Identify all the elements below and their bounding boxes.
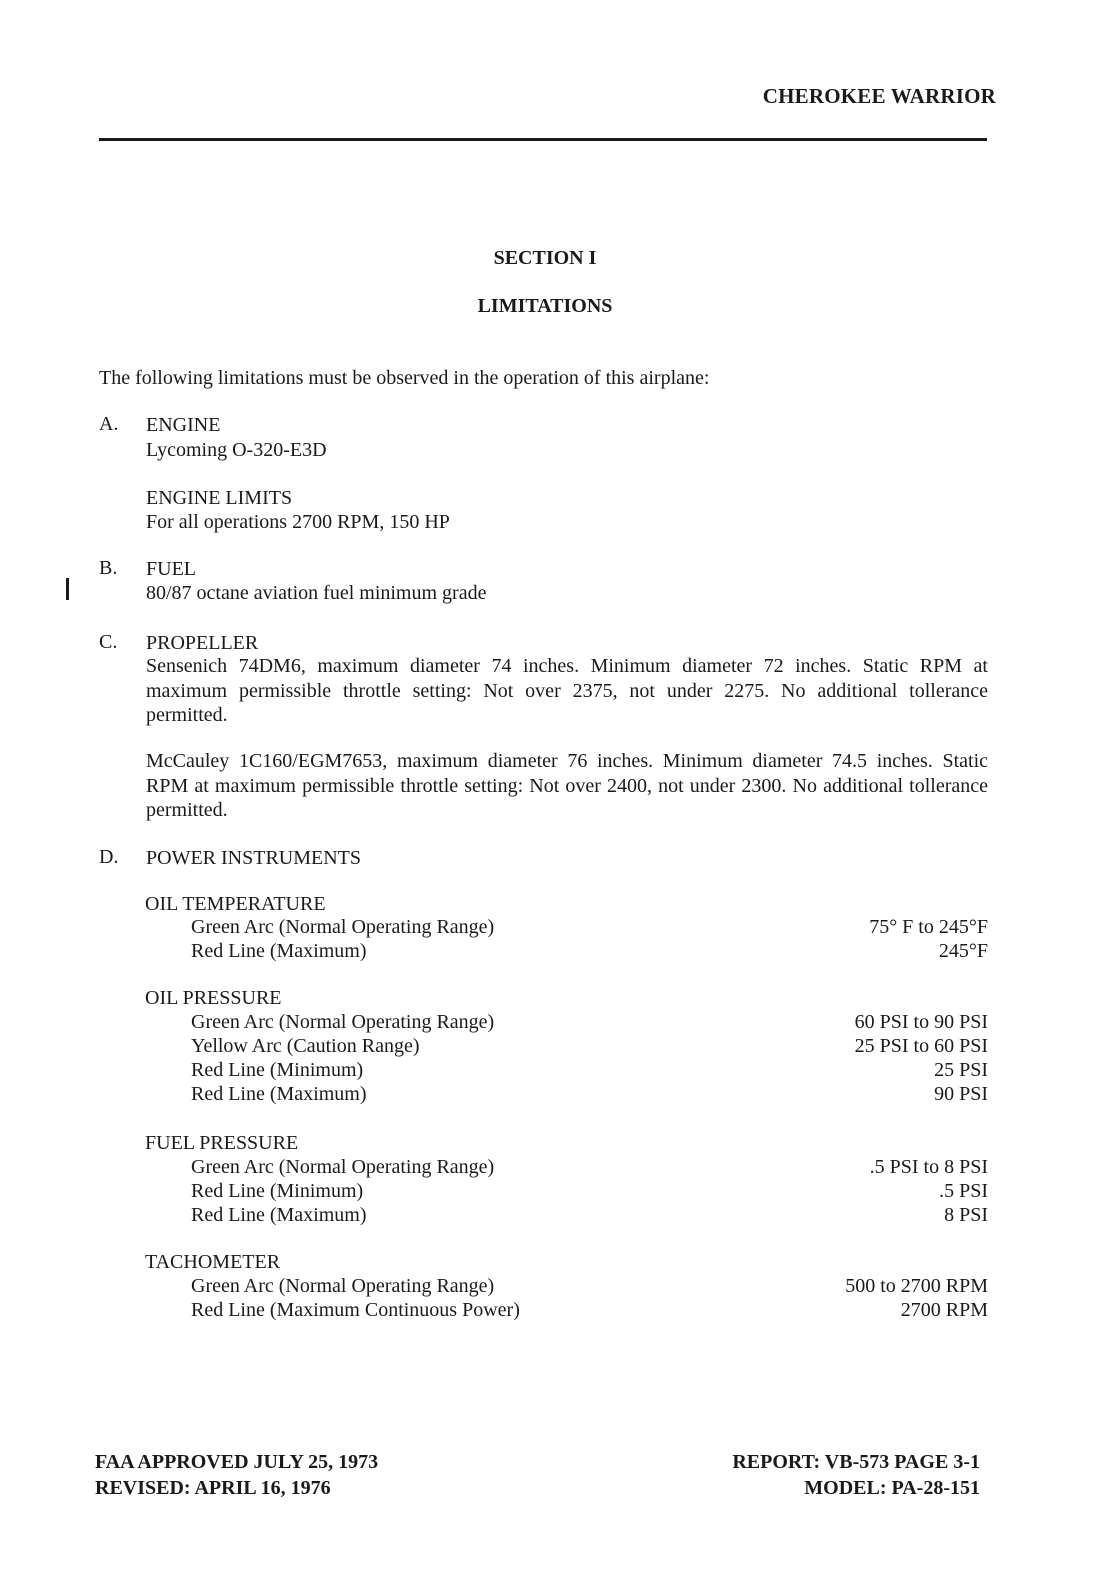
limit-value: 8 PSI (944, 1204, 988, 1226)
intro-text: The following limitations must be observed in the operation of this airplane: (99, 367, 710, 389)
limit-value: 25 PSI to 60 PSI (854, 1035, 988, 1057)
limit-label: Red Line (Maximum) (191, 1083, 367, 1105)
limit-label: Red Line (Minimum) (191, 1059, 364, 1081)
limit-label: Red Line (Maximum) (191, 940, 367, 962)
group-oil-pressure: OIL PRESSURE (145, 987, 282, 1009)
limit-value: 90 PSI (934, 1083, 988, 1105)
engine-model: Lycoming O-320-E3D (146, 439, 327, 461)
faa-approved-date: FAA APPROVED JULY 25, 1973 (95, 1451, 379, 1473)
limit-value: .5 PSI to 8 PSI (869, 1156, 988, 1178)
propeller-paragraph-1: Sensenich 74DM6, maximum diameter 74 inches. Minimum diameter 72 inches. Static RPM at maximum permissible throttle setting: Not over 2375, not under 2275. No additional tollerance permitted. (146, 655, 988, 726)
limit-label: Green Arc (Normal Operating Range) (191, 916, 495, 938)
limit-value: 500 to 2700 RPM (845, 1275, 988, 1297)
limit-label: Green Arc (Normal Operating Range) (191, 1156, 495, 1178)
item-letter-d: D. (99, 846, 119, 868)
limit-value: 2700 RPM (900, 1299, 988, 1321)
propeller-title: PROPELLER (146, 632, 259, 654)
section-title: LIMITATIONS (477, 295, 613, 317)
limit-label: Red Line (Minimum) (191, 1180, 364, 1202)
limit-label: Red Line (Maximum Continuous Power) (191, 1299, 520, 1321)
engine-limits-text: For all operations 2700 RPM, 150 HP (146, 511, 450, 533)
limit-value: 245°F (938, 940, 988, 962)
limit-value: .5 PSI (939, 1180, 988, 1202)
header-rule (99, 138, 987, 141)
engine-title: ENGINE (146, 414, 221, 436)
limit-label: Yellow Arc (Caution Range) (191, 1035, 420, 1057)
model-number: MODEL: PA-28-151 (804, 1477, 980, 1499)
revision-change-bar (66, 578, 69, 600)
limit-value: 75° F to 245°F (869, 916, 988, 938)
propeller-paragraph-2: McCauley 1C160/EGM7653, maximum diameter 76 inches. Minimum diameter 74.5 inches. Static RPM at maximum permissible throttle setting: Not over 2400, not under 2300. No additional tollerance permitted. (146, 750, 988, 821)
footer-approval (95, 1449, 378, 1501)
limit-label: Green Arc (Normal Operating Range) (191, 1011, 495, 1033)
document-header-title: CHEROKEE WARRIOR (762, 84, 996, 108)
revised-date: REVISED: APRIL 16, 1976 (95, 1477, 331, 1499)
group-oil-temperature: OIL TEMPERATURE (145, 893, 326, 915)
limit-label: Green Arc (Normal Operating Range) (191, 1275, 495, 1297)
section-number: SECTION I (493, 247, 597, 269)
limit-value: 25 PSI (934, 1059, 988, 1081)
group-tachometer: TACHOMETER (145, 1251, 281, 1273)
limit-label: Red Line (Maximum) (191, 1204, 367, 1226)
engine-limits-title: ENGINE LIMITS (146, 487, 293, 509)
footer-report (732, 1449, 980, 1501)
group-fuel-pressure: FUEL PRESSURE (145, 1132, 299, 1154)
report-number: REPORT: VB-573 PAGE 3-1 (732, 1451, 980, 1473)
item-letter-a: A. (99, 413, 119, 435)
power-instruments-title: POWER INSTRUMENTS (146, 847, 362, 869)
limit-value: 60 PSI to 90 PSI (854, 1011, 988, 1033)
fuel-title: FUEL (146, 558, 196, 580)
fuel-text: 80/87 octane aviation fuel minimum grade (146, 582, 487, 604)
item-letter-c: C. (99, 631, 118, 653)
item-letter-b: B. (99, 557, 118, 579)
